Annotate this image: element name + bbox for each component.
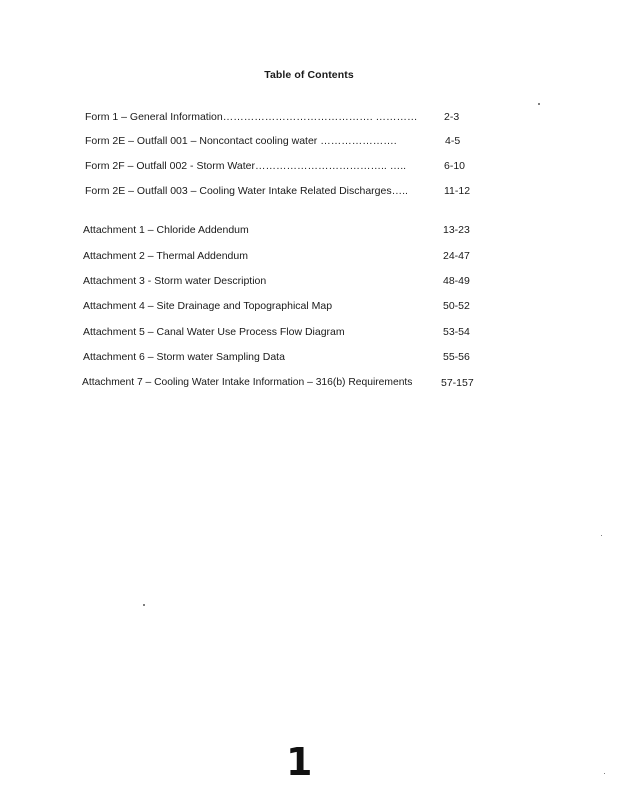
scan-speck — [538, 103, 540, 105]
toc-entry-label: Form 2E – Outfall 003 – Cooling Water Intake Related Discharges….. — [85, 185, 408, 197]
toc-entry-pages: 50-52 — [443, 300, 470, 312]
toc-entry — [0, 184, 618, 198]
toc-entry-pages: 55-56 — [443, 351, 470, 363]
page-title: Table of Contents — [264, 69, 354, 81]
toc-entry-label: Form 2E – Outfall 001 – Noncontact cooling water …………………. — [85, 135, 397, 147]
toc-entry-pages: 6-10 — [444, 160, 466, 172]
toc-entry-pages: 24-47 — [443, 250, 470, 262]
toc-entry — [0, 223, 618, 237]
toc-entry — [0, 299, 618, 313]
toc-entry-label: Attachment 7 – Cooling Water Intake Information – 316(b) Requirements — [82, 377, 413, 388]
toc-entry — [0, 325, 618, 339]
toc-entry-pages: 13-23 — [443, 224, 470, 236]
toc-entry-label: Attachment 4 – Site Drainage and Topographical Map — [83, 300, 333, 312]
toc-entry — [0, 249, 618, 263]
toc-entry — [0, 274, 618, 288]
toc-entry-pages: 57-157 — [441, 377, 474, 389]
toc-entry-pages: 11-12 — [444, 185, 471, 197]
toc-entry-label: Attachment 6 – Storm water Sampling Data — [83, 351, 285, 363]
toc-entry — [0, 134, 618, 148]
toc-entry-pages: 48-49 — [443, 275, 470, 287]
toc-entry-label: Form 1 – General Information……………………………………. ………… — [85, 111, 418, 123]
toc-entry-label: Attachment 1 – Chloride Addendum — [83, 224, 249, 236]
toc-entry-pages: 4-5 — [445, 135, 461, 147]
toc-entry-label: Form 2F – Outfall 002 - Storm Water……………………………….. ….. — [85, 160, 407, 172]
toc-entry-label: Attachment 3 - Storm water Description — [83, 275, 267, 287]
toc-entry — [0, 350, 618, 364]
toc-entry-pages: 53-54 — [443, 326, 470, 338]
scan-speck — [143, 604, 145, 606]
toc-entry — [0, 159, 618, 173]
page-number: 1 — [286, 740, 313, 784]
toc-entry-pages: 2-3 — [444, 111, 460, 123]
toc-entry-label: Attachment 5 – Canal Water Use Process Flow Diagram — [83, 326, 345, 338]
scan-speck — [601, 535, 602, 536]
toc-entry-label: Attachment 2 – Thermal Addendum — [83, 250, 248, 262]
scan-speck — [604, 773, 605, 774]
toc-entry — [0, 110, 618, 124]
toc-entry — [0, 376, 618, 390]
